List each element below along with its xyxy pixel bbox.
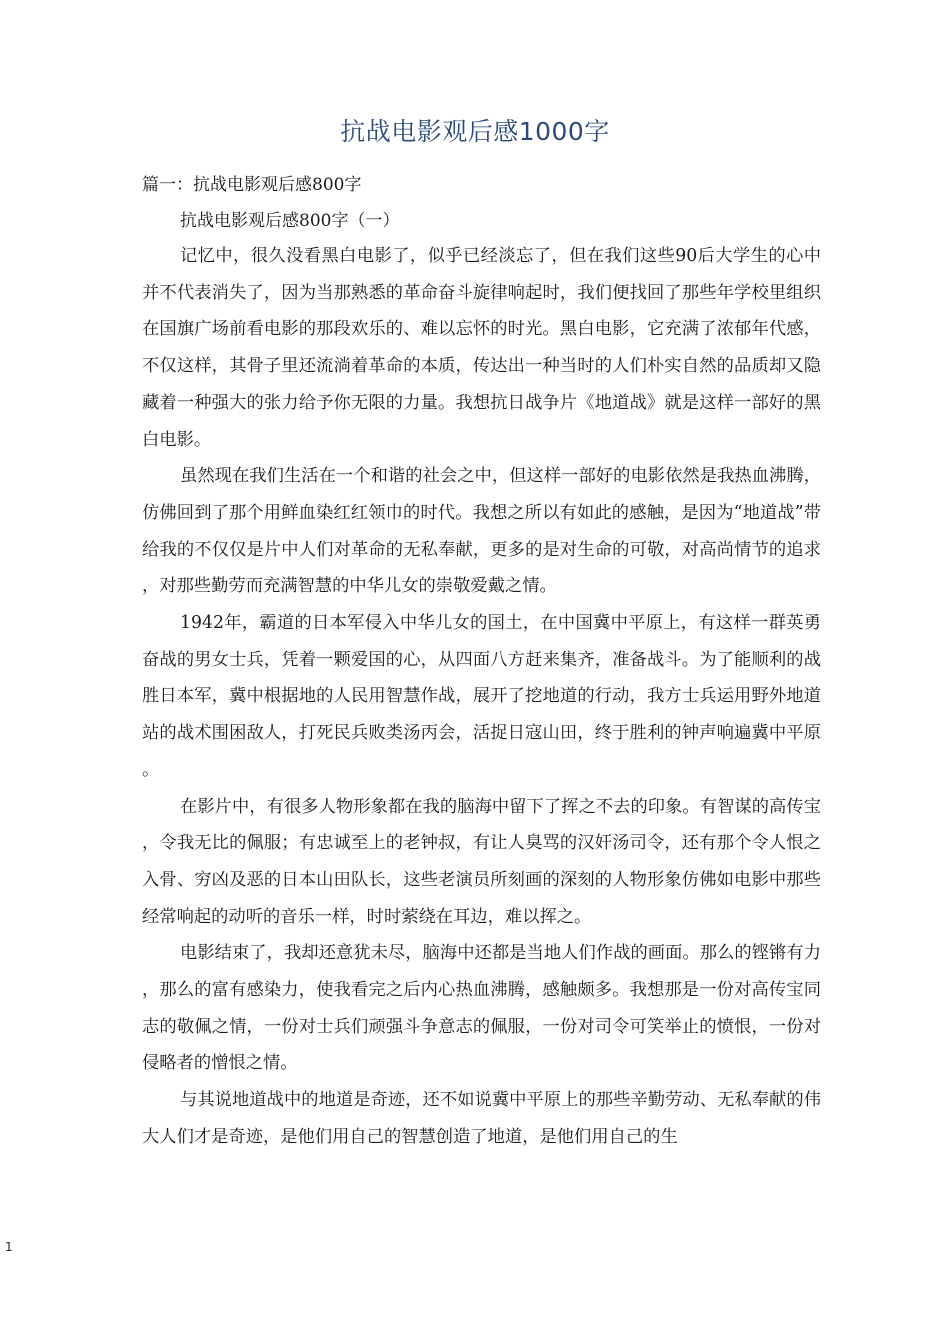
paragraph: 与其说地道战中的地道是奇迹，还不如说冀中平原上的那些辛勤劳动、无私奉献的伟大人们才是奇迹，是他们用自己的智慧创造了地道，是他们用自己的生 bbox=[142, 1090, 821, 1147]
page-number: 1 bbox=[5, 1240, 13, 1254]
document-body bbox=[142, 238, 821, 1156]
paragraph: 1942年，霸道的日本军侵入中华儿女的国土，在中国冀中平原上，有这样一群英勇奋战的男女士兵，凭着一颗爱国的心，从四面八方赶来集齐，准备战斗。为了能顺利的战胜日本军，冀中根据地的人民用智慧作战，展开了挖地道的行动，我方士兵运用野外地道站的战术围困敌人，打死民兵败类汤丙会，活捉日寇山田，终于胜利的钟声响遍冀中平原。 bbox=[142, 613, 821, 780]
document-title: 抗战电影观后感1000字 bbox=[340, 117, 610, 146]
paragraph: 虽然现在我们生活在一个和谐的社会之中，但这样一部好的电影依然是我热血沸腾，仿佛回到了那个用鲜血染红红领巾的时代。我想之所以有如此的感触，是因为“地道战”带给我的不仅仅是片中人们对革命的无私奉献，更多的是对生命的可敬，对高尚情节的追求，对那些勤劳而充满智慧的中华儿女的崇敬爱戴之情。 bbox=[142, 466, 821, 597]
paragraph: 记忆中，很久没看黑白电影了，似乎已经淡忘了，但在我们这些90后大学生的心中并不代表消失了，因为当那熟悉的革命奋斗旋律响起时，我们便找回了那些年学校里组织在国旗广场前看电影的那段欢乐的、难以忘怀的时光。黑白电影，它充满了浓郁年代感，不仅这样，其骨子里还流淌着革命的本质，传达出一种当时的人们朴实自然的品质却又隐藏着一种强大的张力给予你无限的力量。我想抗日战争片《地道战》就是这样一部好的黑白电影。 bbox=[142, 246, 821, 450]
section-heading: 篇一：抗战电影观后感800字 bbox=[142, 175, 362, 195]
paragraph: 在影片中，有很多人物形象都在我的脑海中留下了挥之不去的印象。有智谋的高传宝，令我无比的佩服；有忠诚至上的老钟叔，有让人臭骂的汉奸汤司令，还有那个令人恨之入骨、穷凶及恶的日本山田队长，这些老演员所刻画的深刻的人物形象仿佛如电影中那些经常响起的动听的音乐一样，时时萦绕在耳边，难以挥之。 bbox=[142, 796, 821, 927]
sub-heading: 抗战电影观后感800字（一） bbox=[180, 211, 400, 231]
paragraph: 电影结束了，我却还意犹未尽，脑海中还都是当地人们作战的画面。那么的铿锵有力，那么的富有感染力，使我看完之后内心热血沸腾，感触颇多。我想那是一份对高传宝同志的敬佩之情，一份对士兵们顽强斗争意志的佩服，一份对司令可笑举止的愤恨，一份对侵略者的憎恨之情。 bbox=[142, 943, 821, 1074]
